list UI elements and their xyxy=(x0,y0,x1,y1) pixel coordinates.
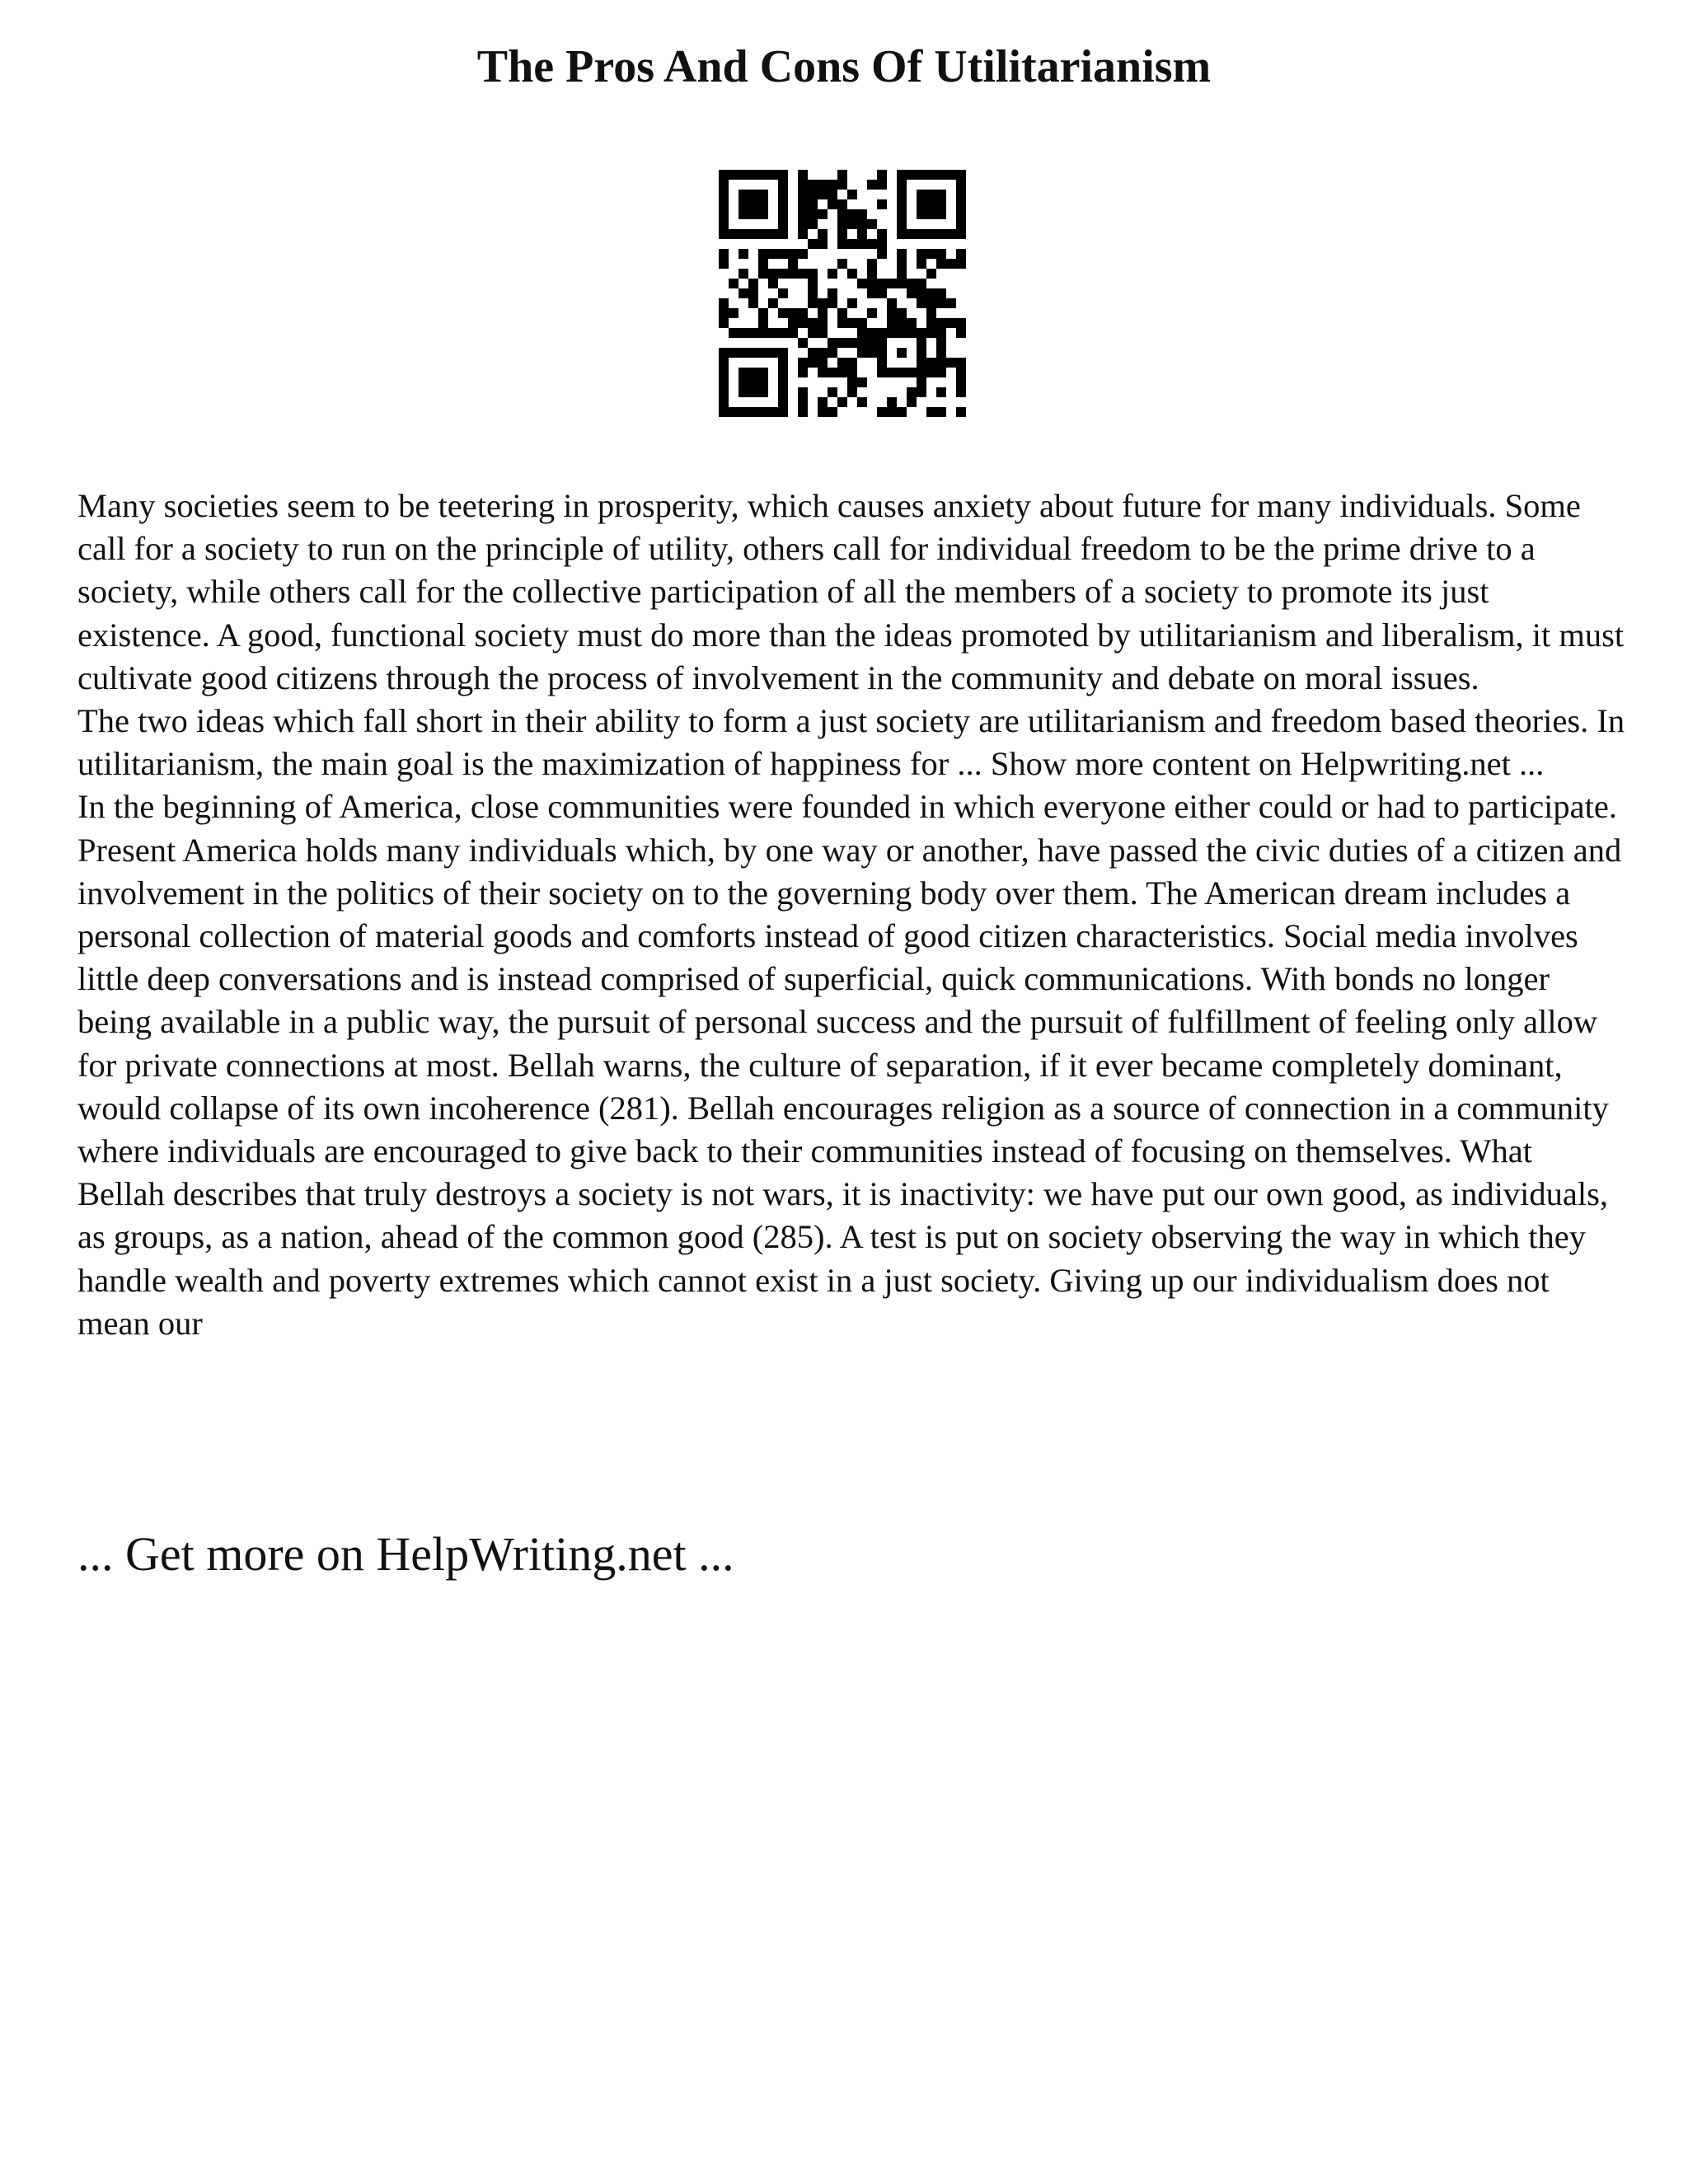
document-title: The Pros And Cons Of Utilitarianism xyxy=(476,41,1212,92)
paragraph-3: In the beginning of America, close communities were founded in which everyone either could or had to participate. Present America holds many individuals which, by one way or another, have passed the civic duties of a citizen and involvement in the politics of their society on to the governing body over them. The American dream includes a personal collection of material goods and comforts instead of good citizen characteristics. Social media involves little deep conversations and is instead comprised of superficial, quick communications. With bonds no longer being available in a public way, the pursuit of personal success and the pursuit of fulfillment of feeling only allow for private connections at most. Bellah warns, the culture of separation, if it ever became completely dominant, would collapse of its own incoherence (281). Bellah encourages religion as a source of connection in a community where individuals are encouraged to give back to their communities instead of focusing on themselves. What Bellah describes that truly destroys a society is not wars, it is inactivity: we have put our own good, as individuals, as groups, as a nation, ahead of the common good (285). A test is put on society observing the way in which they handle wealth and poverty extremes which cannot exist in a just society. Giving up our individualism does not mean our xyxy=(77,788,1622,1342)
paragraph-1: Many societies seem to be teetering in prosperity, which causes anxiety about future for many individuals. Some call for a society to run on the principle of utility, others call for individual freedom to be the prime drive to a society, while others call for the collective participation of all the members of a society to promote its just existence. A good, functional society must do more than the ideas promoted by utilitarianism and liberalism, it must cultivate good citizens through the process of involvement in the community and debate on moral issues. xyxy=(77,487,1625,696)
paragraph-2: The two ideas which fall short in their ability to form a just society are utilitarianism and freedom based theories. In utilitarianism, the main goal is the maximization of happiness for ... Show more content on Helpwriting.net ... xyxy=(77,702,1625,783)
article-body xyxy=(77,485,1627,1345)
get-more-link[interactable]: ... Get more on HelpWriting.net ... xyxy=(77,1527,734,1581)
qr-code-icon xyxy=(719,170,966,417)
